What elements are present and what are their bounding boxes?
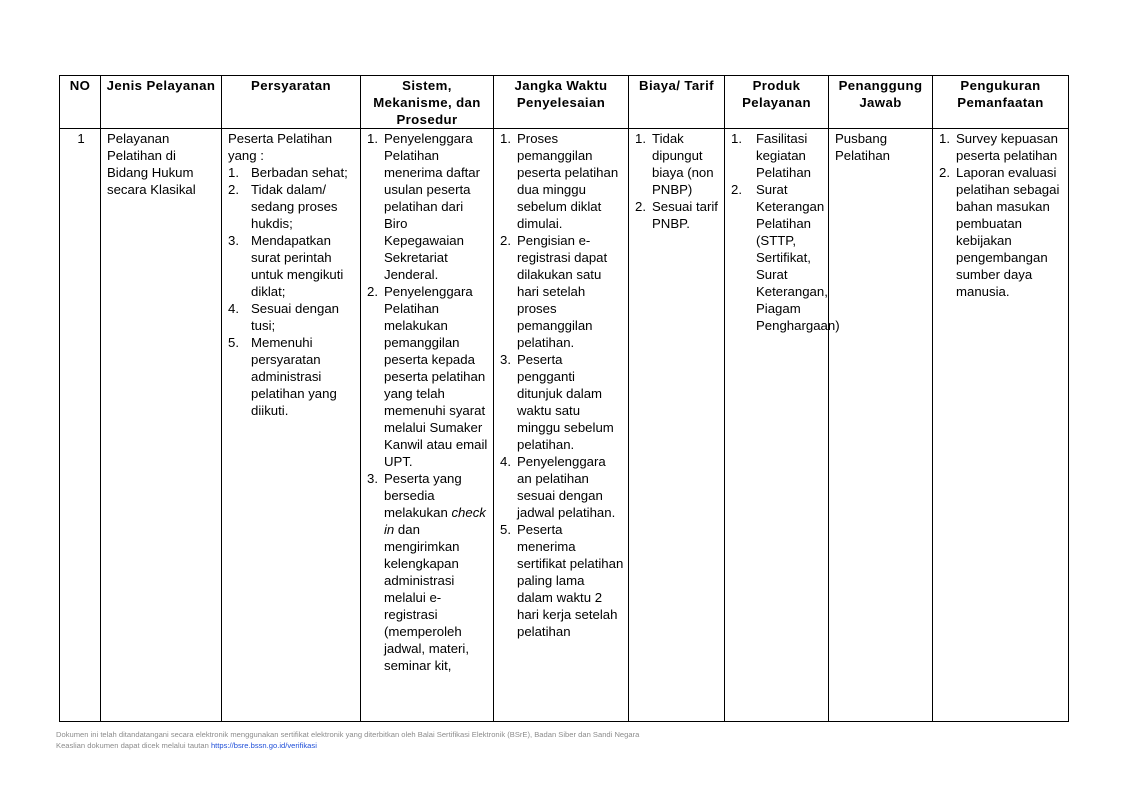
cell-biaya-tarif	[629, 129, 725, 722]
persyaratan-intro: Peserta Pelatihan yang :	[228, 131, 333, 163]
table-header-row	[60, 76, 1069, 129]
verification-link[interactable]: https://bsre.bssn.go.id/verifikasi	[210, 741, 317, 750]
list-item: 2. Tidak dalam/ sedang proses hukdis;	[228, 182, 338, 231]
list-item: 2. Surat Keterangan Pelatihan (STTP, Sertifikat, Surat Keterangan, Piagam Penghargaan)	[731, 182, 840, 333]
table-row	[60, 129, 1069, 722]
cell-no: 1	[60, 129, 101, 722]
cell-jangka-waktu	[494, 129, 629, 722]
cell-persyaratan	[222, 129, 361, 722]
list-item: 1. Survey kepuasan peserta pelatihan	[939, 131, 1058, 163]
list-item: 1. Fasilitasi kegiatan Pelatihan	[731, 131, 811, 180]
list-item: 2. Penyelenggara Pelatihan melakukan pemanggilan peserta kepada peserta pelatihan yang telah memenuhi syarat melalui Sumaker Kanwil atau email UPT.	[367, 284, 488, 469]
list-item: 2. Pengisian e-registrasi dapat dilakukan satu hari setelah proses pemanggilan pelatihan.	[500, 233, 608, 350]
check-in-term: check in	[384, 505, 486, 537]
list-item: 2. Sesuai tarif PNBP.	[635, 199, 718, 231]
header-jenis-pelayanan: Jenis Pelayanan	[101, 76, 222, 129]
footer-signature-note: Dokumen ini telah ditandatangani secara elektronik menggunakan sertifikat elektronik yang diterbitkan oleh Balai Sertifikasi Elektronik (BSrE), Badan Siber dan Sandi Negara	[56, 730, 640, 739]
list-item: 1. Proses pemanggilan peserta pelatihan dua minggu sebelum diklat dimulai.	[500, 131, 619, 231]
header-jangka-waktu: Jangka Waktu Penyelesaian	[494, 76, 629, 129]
header-no: NO	[60, 76, 101, 129]
list-item: 1. Penyelenggara Pelatihan menerima daftar usulan peserta pelatihan dari Biro Kepegawaian Sekretariat Jenderal.	[367, 131, 481, 282]
cell-produk-pelayanan	[725, 129, 840, 722]
header-penanggung-jawab: Penanggung Jawab	[829, 76, 933, 129]
list-item: 1. Berbadan sehat;	[228, 165, 348, 180]
list-item: 3. Peserta pengganti ditunjuk dalam waktu satu minggu sebelum pelatihan.	[500, 352, 614, 452]
header-biaya-tarif: Biaya/ Tarif	[629, 76, 725, 129]
header-persyaratan: Persyaratan	[222, 76, 361, 129]
cell-jenis-pelayanan: Pelayanan Pelatihan di Bidang Hukum secara Klasikal	[101, 129, 222, 722]
header-sistem-mekanisme-prosedur: Sistem, Mekanisme, dan Prosedur	[361, 76, 494, 129]
list-item: 5. Memenuhi persyaratan administrasi pelatihan yang diikuti.	[228, 335, 337, 418]
list-item: 2. Laporan evaluasi pelatihan sebagai bahan masukan pembuatan kebijakan pengembangan sumber daya manusia.	[939, 165, 1060, 299]
list-item: 1. Tidak dipungut biaya (non PNBP)	[635, 131, 714, 197]
cell-penanggung-jawab: Pusbang Pelatihan	[829, 129, 933, 722]
list-item: 3. Peserta yang bersedia melakukan check in dan mengirimkan kelengkapan administrasi melalui e-registrasi (memperoleh jadwal, materi, seminar kit,	[367, 471, 486, 673]
list-item: 5. Peserta menerima sertifikat pelatihan paling lama dalam waktu 2 hari kerja setelah pelatihan	[500, 522, 624, 639]
footer-verification-line: Keaslian dokumen dapat dicek melalui tautan https://bsre.bssn.go.id/verifikasi	[56, 741, 317, 750]
list-item: 4. Penyelenggara an pelatihan sesuai dengan jadwal pelatihan.	[500, 454, 616, 520]
list-item: 4. Sesuai dengan tusi;	[228, 301, 339, 333]
signature-footer	[56, 729, 639, 751]
cell-pengukuran-pemanfaatan	[933, 129, 1069, 722]
header-produk-pelayanan: Produk Pelayanan	[725, 76, 829, 129]
header-pengukuran-pemanfaatan: Pengukuran Pemanfaatan	[933, 76, 1069, 129]
list-item: 3. Mendapatkan surat perintah untuk mengikuti diklat;	[228, 233, 344, 299]
cell-sistem-mekanisme-prosedur	[361, 129, 494, 722]
service-standard-table	[59, 75, 1069, 722]
